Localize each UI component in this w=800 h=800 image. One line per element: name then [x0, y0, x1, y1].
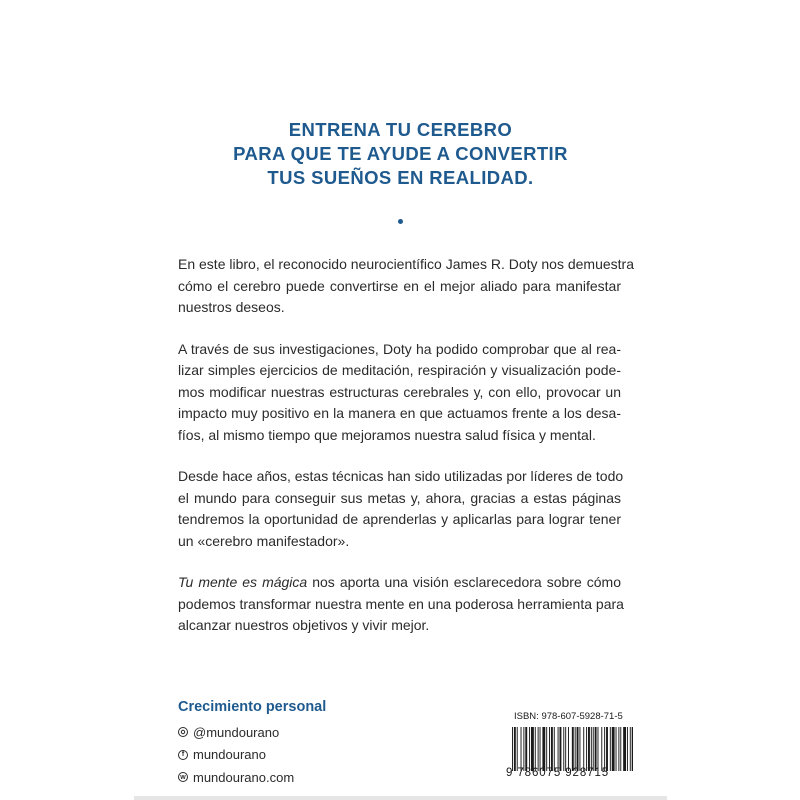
text-line: lizar simples ejercicios de meditación, respiración y visualización pode- [178, 362, 621, 378]
text-line: mos modificar nuestras estructuras cerebrales y, con ello, provocar un [178, 383, 621, 400]
separator-dot [398, 219, 403, 224]
text-line: impacto muy positivo en la manera en que actuamos frente a los desa- [178, 405, 621, 421]
paragraph-1 [178, 254, 635, 319]
text-line: Desde hace años, estas técnicas han sido utilizadas por líderes de todo [178, 468, 624, 484]
instagram-icon [178, 727, 188, 737]
category-label: Crecimiento personal [178, 699, 327, 715]
text-line: alcanzar nuestros objetivos y vivir mejor. [178, 617, 430, 633]
barcode-icon [512, 727, 633, 771]
website-url: mundourano.com [193, 769, 295, 785]
website-link[interactable] [178, 767, 294, 787]
instagram-handle: @mundourano [193, 724, 280, 740]
isbn-label: ISBN: 978-607-5928-71-5 [514, 711, 623, 722]
text-line: nuestros deseos. [178, 299, 285, 315]
web-icon: w [178, 772, 188, 782]
paragraph-4 [178, 572, 624, 637]
tagline-line-3: TUS SUEÑOS EN REALIDAD. [267, 167, 534, 188]
book-title: Tu mente es mágica [178, 574, 308, 590]
barcode-digits: 9 786075 928715 [506, 767, 610, 779]
tagline [134, 118, 667, 190]
facebook-handle: mundourano [193, 747, 266, 762]
paragraph-3 [178, 466, 624, 552]
text-line: un «cerebro manifestador». [178, 532, 350, 549]
text-fragment: nos aporta una visión esclarecedora sobre cómo [307, 574, 621, 590]
text-line: el mundo para conseguir sus metas y, ahora, gracias a estas páginas [178, 489, 621, 506]
tagline-line-2: PARA QUE TE AYUDE A CONVERTIR [233, 143, 568, 164]
tagline-line-1: ENTRENA TU CEREBRO [288, 119, 513, 140]
synopsis [178, 254, 635, 657]
social-links [178, 722, 294, 790]
page-edge-shadow [134, 796, 667, 800]
text-line [178, 572, 621, 594]
text-line: fíos, al mismo tiempo que mejoramos nuestra salud física y mental. [178, 426, 596, 443]
text-line: tendremos la oportunidad de aprenderlas y aplicarlas para lograr tener [178, 511, 621, 527]
barcode-block [506, 707, 637, 787]
text-line: A través de sus investigaciones, Doty ha podido comprobar que al rea- [178, 340, 621, 357]
paragraph-2 [178, 339, 621, 447]
instagram-link[interactable] [178, 722, 294, 742]
text-line: podemos transformar nuestra mente en una poderosa herramienta para [178, 595, 624, 612]
back-cover [134, 0, 667, 796]
text-line: cómo el cerebro puede convertirse en el mejor aliado para manifestar [178, 277, 621, 294]
facebook-icon: f [178, 750, 188, 760]
facebook-link[interactable] [178, 745, 294, 765]
text-line: En este libro, el reconocido neurocientífico James R. Doty nos demuestra [178, 256, 635, 272]
